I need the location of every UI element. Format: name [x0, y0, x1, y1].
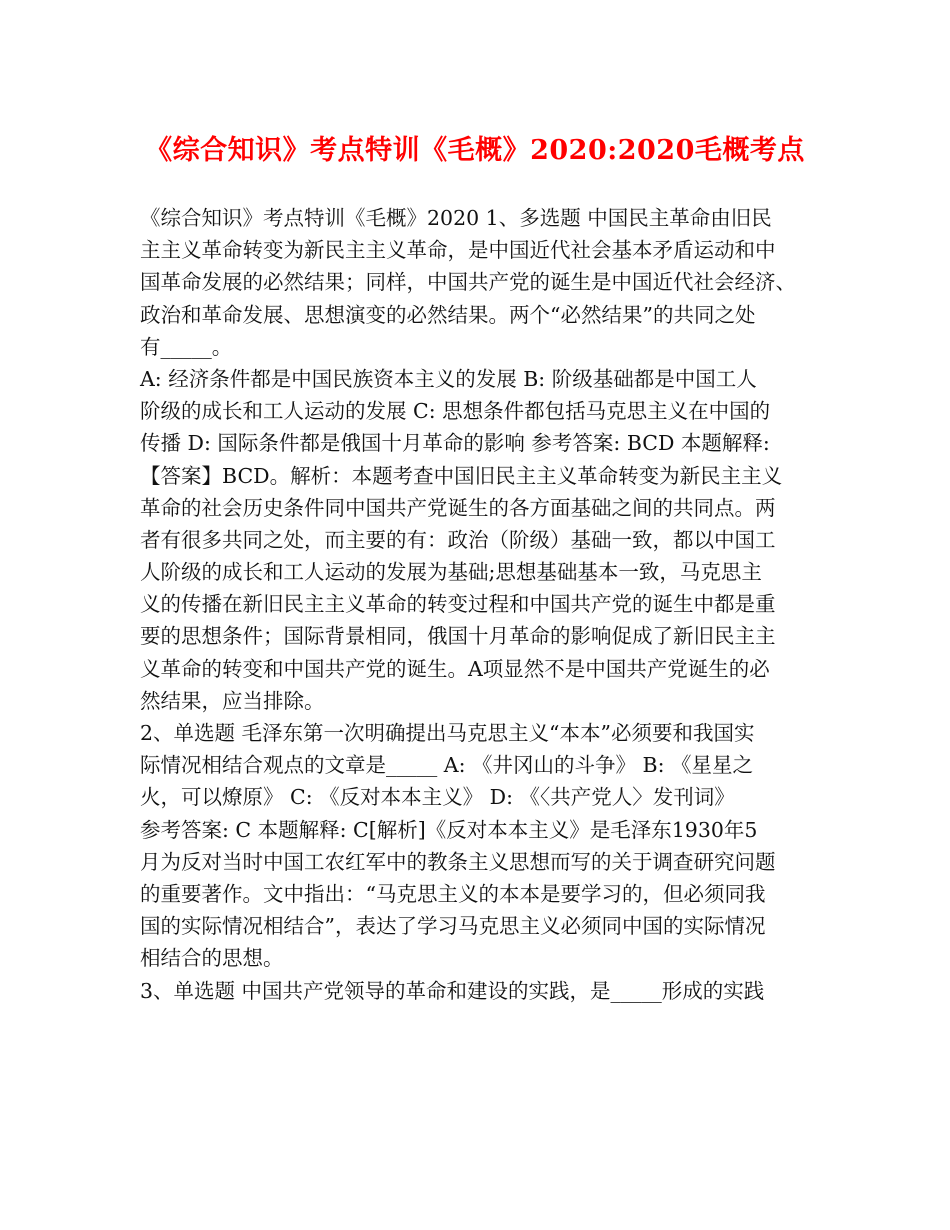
body-line: 义的传播在新旧民主主义革命的转变过程和中国共产党的诞生中都是重: [140, 592, 776, 617]
body-line: 火，可以燎原》 C: 《反对本本主义》 D: 《〈共产党人〉发刊词》: [140, 785, 735, 810]
body-line: 然结果，应当排除。: [140, 688, 325, 713]
body-line: 传播 D: 国际条件都是俄国十月革命的影响 参考答案: BCD 本题解释:: [140, 431, 770, 456]
body-line: 革命的社会历史条件同中国共产党诞生的各方面基础之间的共同点。两: [140, 495, 776, 520]
body-line: 2、单选题 毛泽东第一次明确提出马克思主义“本本”必须要和我国实: [140, 721, 755, 745]
document-body: [140, 202, 820, 1007]
document-title: 《综合知识》考点特训《毛概》2020:2020毛概考点: [145, 135, 805, 166]
body-line: 有_____。: [140, 334, 233, 359]
body-line: 国革命发展的必然结果；同样，中国共产党的诞生是中国近代社会经济、: [140, 270, 796, 295]
body-line: 参考答案: C 本题解释: C[解析]《反对本本主义》是毛泽东1930年5: [140, 817, 758, 842]
body-line: 阶级的成长和工人运动的发展 C: 思想条件都包括马克思主义在中国的: [140, 399, 771, 424]
body-line: 《综合知识》考点特训《毛概》2020 1、多选题 中国民主革命由旧民: [140, 206, 772, 230]
body-line: A: 经济条件都是中国民族资本主义的发展 B: 阶级基础都是中国工人: [140, 366, 757, 391]
body-line: 主主义革命转变为新民主主义革命，是中国近代社会基本矛盾运动和中: [140, 238, 776, 263]
body-line: 月为反对当时中国工农红军中的教条主义思想而写的关于调查研究问题: [140, 849, 776, 874]
body-line: 国的实际情况相结合”，表达了学习马克思主义必须同中国的实际情况: [140, 914, 766, 939]
body-line: 者有很多共同之处，而主要的有：政治（阶级）基础一致，都以中国工: [140, 527, 776, 552]
body-line: 3、单选题 中国共产党领导的革命和建设的实践，是_____形成的实践: [140, 978, 765, 1003]
body-line: 相结合的思想。: [140, 946, 284, 971]
body-line: 际情况相结合观点的文章是_____ A: 《井冈山的斗争》 B: 《星星之: [140, 753, 753, 778]
body-line: 政治和革命发展、思想演变的必然结果。两个“必然结果”的共同之处: [140, 302, 756, 327]
body-line: 的重要著作。文中指出：“马克思主义的本本是要学习的，但必须同我: [140, 881, 766, 906]
body-line: 要的思想条件；国际背景相同，俄国十月革命的影响促成了新旧民主主: [140, 624, 776, 649]
body-line: 义革命的转变和中国共产党的诞生。A项显然不是中国共产党诞生的必: [140, 656, 770, 681]
body-line: 人阶级的成长和工人运动的发展为基础;思想基础基本一致，马克思主: [140, 560, 762, 585]
body-line: 【答案】BCD。解析：本题考查中国旧民主主义革命转变为新民主主义: [140, 463, 783, 488]
